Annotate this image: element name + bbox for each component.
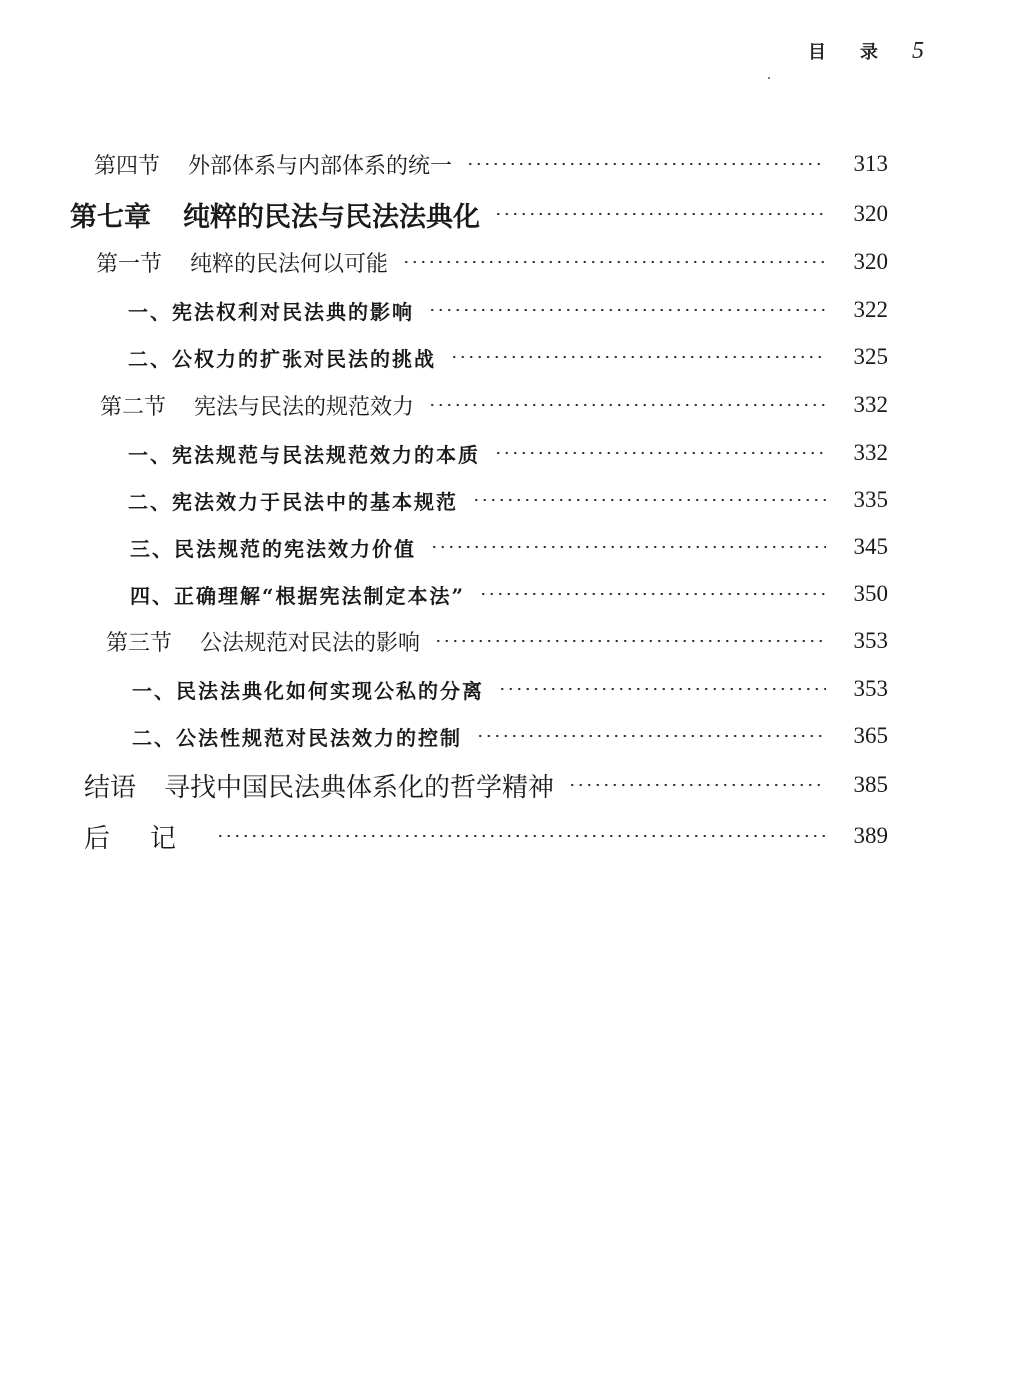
dot-leader [498,687,826,691]
toc-number: 第二节 [100,394,167,420]
toc-title: 公法规范对民法的影响 [200,630,421,656]
toc-number: 二、 [128,346,172,371]
dot-leader [430,545,826,549]
toc-entry-subsection [128,484,888,516]
toc-page: 353 [853,628,888,653]
toc-title: 公法性规范对民法效力的控制 [176,725,462,750]
dot-leader [428,308,826,312]
toc-title: 宪法规范与民法规范效力的本质 [172,442,480,467]
dot-leader [568,783,826,787]
toc-entry-section [106,625,888,657]
toc-page: 365 [853,723,888,748]
dot-leader [476,734,826,738]
toc-number: 第一节 [96,251,163,277]
toc-title: 正确理解“根据宪法制定本法” [174,583,466,608]
toc-entry-section [100,389,888,421]
header-label: 目录 [808,42,912,63]
toc-title: 纯粹的民法何以可能 [190,251,389,277]
dot-leader [402,260,826,264]
toc-page: 325 [853,344,888,369]
toc-number: 三、 [130,536,174,561]
toc-page: 350 [853,581,888,606]
dot-leader [216,834,826,838]
toc-title: 宪法与民法的规范效力 [194,394,415,420]
toc-entry-subsection [130,578,888,610]
toc-number: 一、 [132,678,176,703]
toc-number: 结语 [84,772,137,803]
toc-title: 宪法效力于民法中的基本规范 [172,489,458,514]
dot-leader [466,162,826,166]
toc-title: 公权力的扩张对民法的挑战 [172,346,436,371]
dot-leader [472,498,826,502]
toc-title: 纯粹的民法与民法法典化 [183,201,480,233]
dot-leader [434,639,826,643]
toc-number: 第三节 [106,630,173,656]
dot-leader [494,451,826,455]
toc-entry-subsection [128,437,888,469]
dot-leader [450,355,826,359]
toc-entry-subsection [128,341,888,373]
header-page-number: 5 [912,38,924,64]
toc-page: 322 [853,297,888,322]
toc-page: 353 [853,676,888,701]
toc-page: 313 [853,151,888,176]
toc-number: 一、 [128,442,172,467]
scan-speck [768,77,770,79]
toc-entry-subsection [130,531,888,563]
running-header [808,38,924,65]
toc-page: 320 [853,201,888,226]
toc-title: 民法规范的宪法效力价值 [174,536,416,561]
toc-number: 第七章 [70,201,151,233]
toc-number: 一、 [128,299,172,324]
toc-number: 二、 [132,725,176,750]
toc-entry-subsection [132,673,888,705]
dot-leader [479,592,826,596]
toc-page: 345 [853,534,888,559]
toc-page: 320 [853,249,888,274]
toc-entry-conclusion [84,767,888,803]
toc-page: 332 [853,440,888,465]
toc-page: 385 [853,772,888,797]
toc-number: 二、 [128,489,172,514]
toc-number: 四、 [130,583,174,608]
toc-entry-chapter [70,195,888,233]
toc-entry-afterword [84,818,888,854]
toc-number: 后记 [84,823,217,854]
toc-title: 寻找中国民法典体系化的哲学精神 [164,772,555,803]
dot-leader [428,403,826,407]
toc-entry-section [94,148,888,180]
toc-entry-section [96,246,888,278]
toc-entry-subsection [132,720,888,752]
toc-title: 民法法典化如何实现公私的分离 [176,678,484,703]
toc-page: 332 [853,392,888,417]
toc-page: 335 [853,487,888,512]
toc-title: 外部体系与内部体系的统一 [188,153,453,179]
toc-number: 第四节 [94,153,161,179]
toc-title: 宪法权利对民法典的影响 [172,299,414,324]
toc-entry-subsection [128,294,888,326]
toc-page: 389 [853,823,888,848]
dot-leader [494,212,826,216]
